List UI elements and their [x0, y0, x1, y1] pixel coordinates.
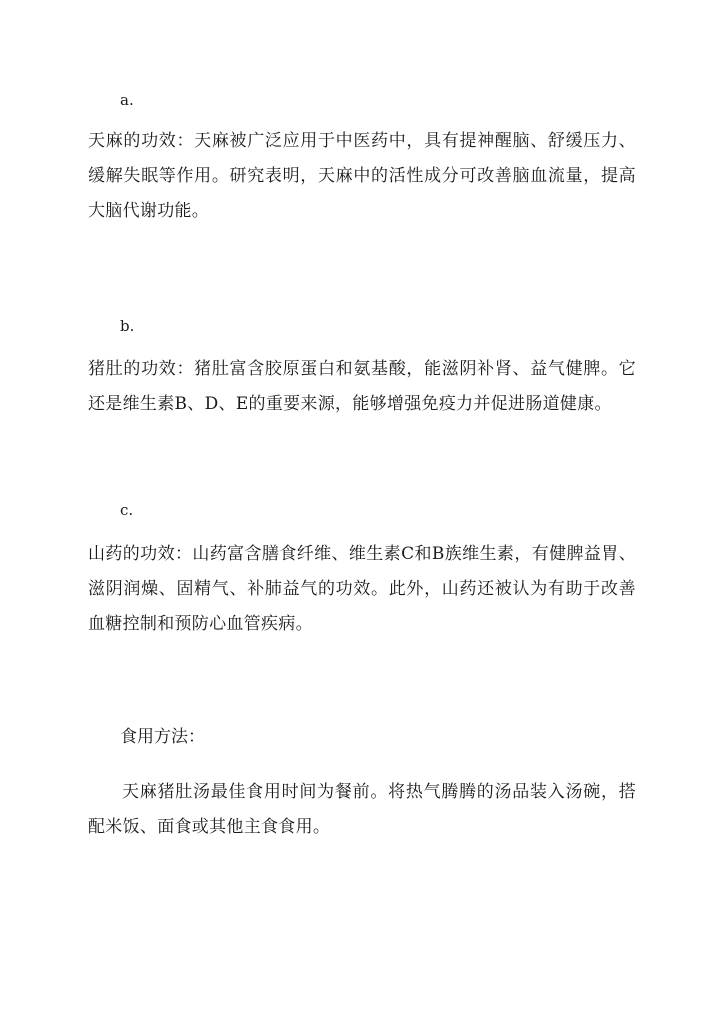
section-c-marker: c.	[120, 501, 134, 519]
section-a-marker: a.	[120, 91, 134, 109]
usage-heading: 食用方法：	[120, 727, 205, 747]
section-b-marker: b.	[120, 317, 135, 335]
section-b-paragraph: 猪肚的功效：猪肚富含胶原蛋白和氨基酸，能滋阴补肾、益气健脾。它还是维生素B、D、E的重要来源，能够增强免疫力并促进肠道健康。	[88, 359, 636, 414]
usage-paragraph: 天麻猪肚汤最佳食用时间为餐前。将热气腾腾的汤品装入汤碗，搭配米饭、面食或其他主食食用。	[88, 782, 636, 837]
section-a-paragraph: 天麻的功效：天麻被广泛应用于中医药中，具有提神醒脑、舒缓压力、缓解失眠等作用。研究表明，天麻中的活性成分可改善脑血流量，提高大脑代谢功能。	[88, 131, 636, 221]
section-c-paragraph: 山药的功效：山药富含膳食纤维、维生素C和B族维生素，有健脾益胃、滋阴润燥、固精气、补肺益气的功效。此外，山药还被认为有助于改善血糖控制和预防心血管疾病。	[88, 544, 636, 634]
